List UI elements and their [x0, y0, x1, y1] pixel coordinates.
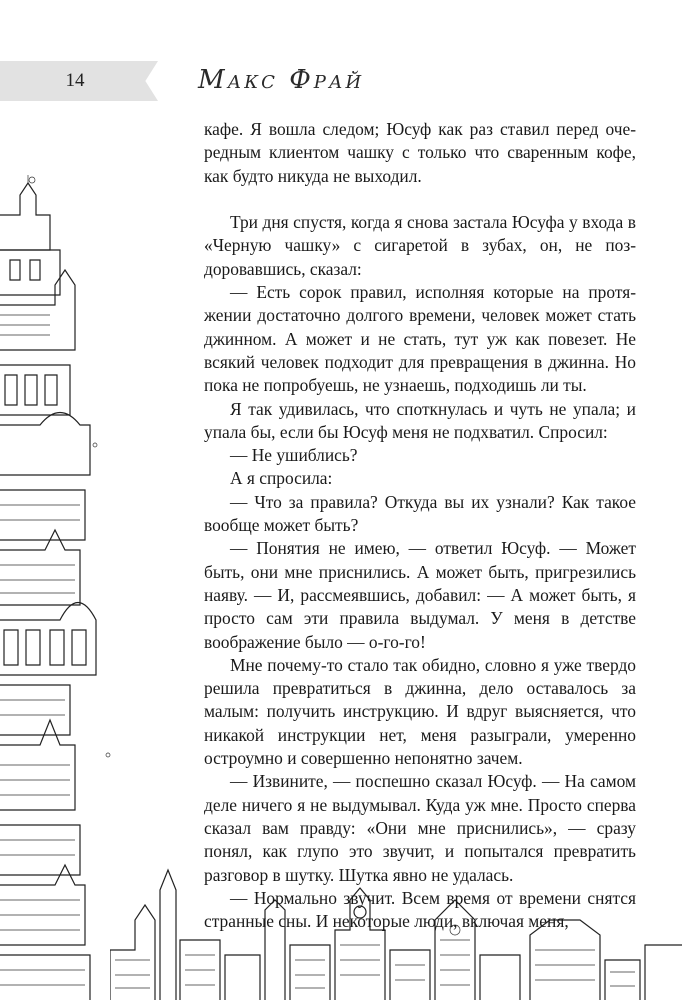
city-illustration-left — [0, 175, 120, 1000]
paragraph: — Извините, — поспешно сказал Юсуф. — На самом деле ничего я не выдумывал. Куда уж мне. Просто сперва сказал вам правду: «Они мне приснились», — сразу понял, как глупо это звучит, и попытался превратить разговор в шутку. Шутка явно не удалась. — [204, 771, 636, 885]
paragraph: Я так удивилась, что споткнулась и чуть не упала; и упала бы, если бы Юсуф меня не подхватил. Спросил: — [204, 398, 636, 442]
page-number: 14 — [65, 70, 85, 91]
paragraph: — Что за правила? Откуда вы их узнали? Как такое вообще может быть? — [204, 491, 636, 536]
paragraph: — Нормально звучит. Всем время от времени снятся странные сны. И некоторые люди, включая меня, — [204, 887, 636, 932]
paragraph: — Понятия не имею, — ответил Юсуф. — Может быть, они мне приснились. А может быть, пригрезились наяву. — И, рассмеявшись, добавил: — А может быть, я просто сам эти правила выдумал. У меня в детстве воображение было — о-го-го! — [204, 538, 636, 652]
paragraph: Мне почему-то стало так обидно, словно я уже твердо решила превратиться в джинна, дело оставалось за малым: получить инструкцию. И вдруг выясняется, что никакой инструкции нет, меня разыграли, умеренно остроумно и совершенно непонятно зачем. — [204, 654, 636, 769]
paragraph: — Не ушиблись? — [230, 445, 358, 466]
paragraph: А я спросила: — [230, 468, 333, 489]
paragraph: кафе. Я вошла следом; Юсуф как раз ставил перед очередным клиентом чашку с только что сваренным кофе, как будто никуда не выходил. — [204, 119, 636, 186]
running-head-author: Макс Фрай — [198, 65, 365, 95]
paragraph: Три дня спустя, когда я снова застала Юсуфа у входа в «Черную чашку» с сигаретой в зубах, он, не поздоровавшись, сказал: — [204, 212, 636, 279]
paragraph: — Есть сорок правил, исполняя которые на протяжении достаточно долгого времени, человек может стать джинном. А может и не стать, тут уж как повезет. Не всякий человек подходит для превращения в джинна. Но пока не попробуешь, не узнаешь, подходишь ли ты. — [204, 282, 636, 396]
body-text — [204, 118, 636, 933]
